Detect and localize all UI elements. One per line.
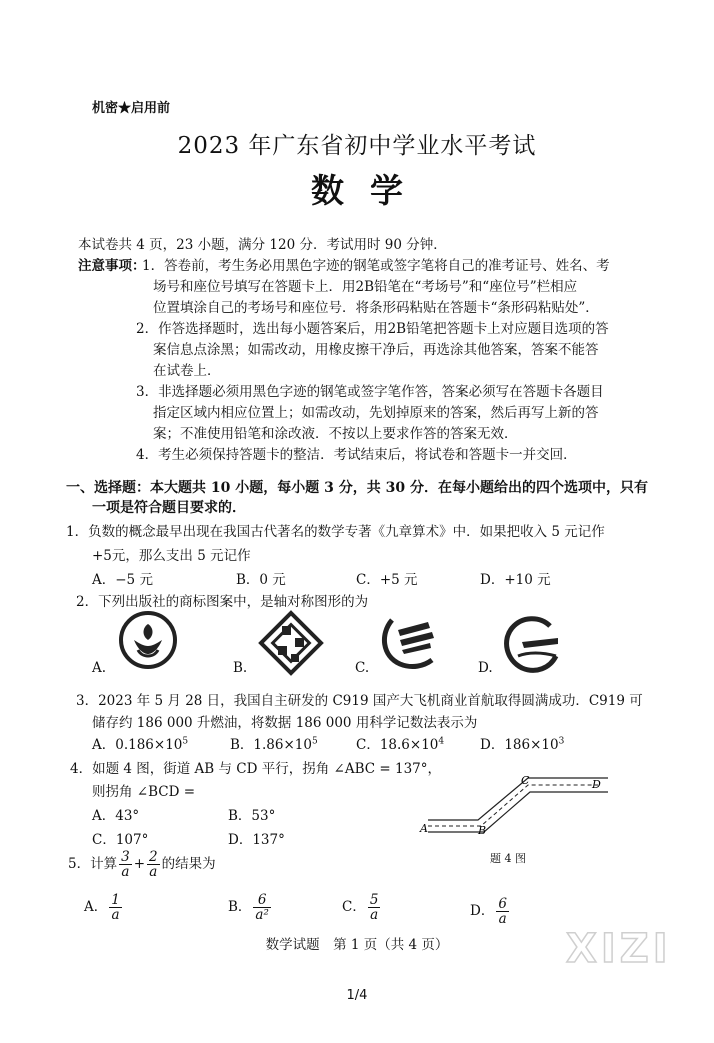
note-2-line-1: 2．作答选择题时，选出每小题答案后，用2B铅笔把答题卡上对应题目选项的答 [136, 321, 609, 337]
q3-line-1: 3．2023 年 5 月 28 日，我国自主研发的 C919 国产大飞机商业首航取得圆满成功．C919 可 [76, 693, 643, 709]
section-1-heading-line-2: 一项是符合题目要求的． [92, 500, 246, 516]
q5-option-c: C． $\frac{5}{a}$ [342, 892, 379, 923]
q4-option-d: D．137° [228, 832, 285, 848]
q4-line-1: 4．如题 4 图，街道 AB 与 CD 平行，拐角 ∠ABC = 137°， [70, 761, 442, 777]
q1-line-1: 1．负数的概念最早出现在我国古代著名的数学专著《九章算术》中．如果把收入 5 元记作 [66, 524, 605, 540]
q5-option-d: D． $\frac{6}{a}$ [470, 896, 507, 927]
q4-option-b: B．53° [228, 808, 276, 824]
q5-option-b: B． $\frac{6}{\text{a²}}$ [228, 892, 269, 923]
street-lower-edge [428, 792, 608, 832]
note-2-line-3: 在试卷上． [153, 363, 221, 379]
q4-option-c: C．107° [92, 832, 149, 848]
q4-option-a: A．43° [92, 808, 140, 824]
point-a-label: A [420, 822, 428, 835]
page-footer: 数学试题 第 1 页（共 4 页） [265, 937, 449, 953]
q1-option-d: D．+10 元 [480, 572, 551, 588]
note-4-line-1: 4．考生必须保持答题卡的整洁．考试结束后，将试卷和答题卡一并交回． [136, 447, 577, 463]
q3-option-b: B．$1.86\times 10^5$ [230, 736, 318, 753]
q3-option-a: A．$0.186\times 10^5$ [92, 736, 189, 753]
q1-option-c: C．+5 元 [356, 572, 418, 588]
point-b-label: B [478, 824, 487, 837]
note-3-line-3: 案；不准使用铅笔和涂改液．不按以上要求作答的答案无效． [153, 426, 518, 442]
q5-fraction-2: $\frac{2}{a}$ [149, 849, 158, 880]
q1-line-2: +5元，那么支出 5 元记作 [92, 548, 251, 564]
note-1-line-3: 位置填涂自己的考场号和座位号．将条形码粘贴在答题卡“条形码粘贴处”． [153, 300, 599, 316]
subject-title: 数学 [311, 171, 429, 210]
q5-stem: 5．计算 $\frac{3}{a}$ + $\frac{2}{a}$ 的结果为 [68, 849, 216, 880]
q4-line-2: 则拐角 ∠BCD = [92, 784, 196, 800]
q2-option-b: B. [233, 660, 248, 676]
notice-label: 注意事项： [78, 258, 146, 274]
logo-a-icon [118, 610, 178, 670]
watermark: XIZI [566, 926, 672, 972]
note-2-line-2: 案信息点涂黑；如需改动，用橡皮擦干净后，再选涂其他答案，答案不能答 [153, 342, 599, 358]
q2-text: 2．下列出版社的商标图案中，是轴对称图形的为 [76, 594, 369, 610]
q1-option-b: B．0 元 [236, 572, 286, 588]
logo-d-icon [500, 612, 562, 674]
q2-option-a: A. [92, 660, 107, 676]
q2-option-d: D. [478, 660, 493, 676]
q3-option-c: C．$18.6\times 10^4$ [356, 736, 445, 753]
section-1-heading-line-1: 一、选择题：本大题共 10 小题，每小题 3 分，共 30 分．在每小题给出的四个选项中，只有 [66, 480, 648, 496]
note-1-line-1: 1．答卷前，考生务必用黑色字迹的钢笔或签字笔将自己的准考证号、姓名、考 [142, 258, 610, 274]
exam-title: 2023 年广东省初中学业水平考试 [177, 133, 537, 159]
note-1-line-2: 场号和座位号填写在答题卡上．用2B铅笔在“考场号”和“座位号”栏相应 [153, 279, 578, 295]
point-d-label: D [592, 778, 601, 791]
q4-figure-caption: 题 4 图 [490, 852, 526, 865]
page-number: 1/4 [346, 988, 368, 1003]
note-3-line-2: 指定区域内相应位置上；如需改动，先划掉原来的答案，然后再写上新的答 [153, 405, 599, 421]
q5-option-a: A． $\frac{1}{a}$ [84, 892, 120, 923]
point-c-label: C [521, 774, 530, 787]
q3-option-d: D．$186\times 10^3$ [480, 736, 565, 753]
q1-option-a: A．−5 元 [92, 572, 153, 588]
street-upper-edge [428, 778, 608, 820]
logo-c-icon [378, 612, 440, 672]
note-3-line-1: 3．非选择题必须用黑色字迹的钢笔或签字笔作答，答案必须写在答题卡各题目 [136, 384, 604, 400]
q2-option-c: C. [355, 660, 370, 676]
exam-summary: 本试卷共 4 页，23 小题，满分 120 分．考试用时 90 分钟． [78, 237, 447, 253]
logo-b-icon [258, 610, 324, 676]
confidential-label: 机密★启用前 [92, 101, 171, 116]
q5-fraction-1: $\frac{3}{a}$ [121, 849, 130, 880]
q3-line-2: 储存约 186 000 升燃油，将数据 186 000 用科学记数法表示为 [92, 715, 478, 731]
